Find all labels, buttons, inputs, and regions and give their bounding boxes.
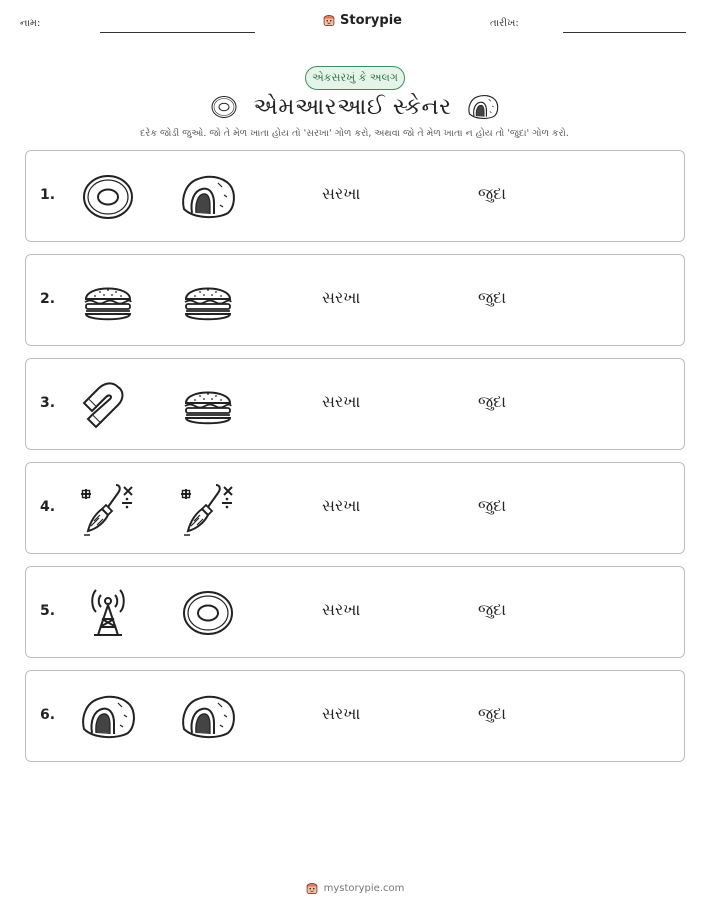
question-row — [25, 358, 685, 450]
date-label: તારીખ: — [490, 18, 519, 29]
same-option[interactable]: સરખા — [322, 288, 361, 307]
rock-tunnel-icon — [466, 90, 500, 124]
different-option[interactable]: જુદા — [478, 704, 507, 723]
brand-logo — [322, 12, 402, 28]
name-label: નામ: — [20, 18, 41, 29]
footer — [0, 880, 709, 896]
question-number: 6. — [40, 707, 56, 723]
same-option[interactable]: સરખા — [322, 392, 361, 411]
same-option[interactable]: સરખા — [322, 184, 361, 203]
different-option[interactable]: જુદા — [478, 392, 507, 411]
different-option[interactable]: જુદા — [478, 496, 507, 515]
radio-tower-icon — [78, 583, 138, 643]
question-number: 1. — [40, 187, 56, 203]
donut-icon — [78, 167, 138, 227]
footer-url[interactable]: mystorypie.com — [323, 882, 405, 894]
question-number: 3. — [40, 395, 56, 411]
storypie-logo-icon — [305, 880, 319, 896]
rock-tunnel-icon — [178, 167, 238, 227]
question-row — [25, 566, 685, 658]
donut-icon — [178, 583, 238, 643]
magnet-icon — [78, 375, 138, 435]
same-option[interactable]: સરખા — [322, 600, 361, 619]
question-row — [25, 670, 685, 762]
rock-tunnel-icon — [178, 687, 238, 747]
same-option[interactable]: સરખા — [322, 496, 361, 515]
burger-icon — [178, 271, 238, 331]
math-brush-icon — [178, 479, 238, 539]
burger-icon — [78, 271, 138, 331]
brand-name: Storypie — [340, 12, 402, 28]
different-option[interactable]: જુદા — [478, 600, 507, 619]
question-row — [25, 462, 685, 554]
question-row — [25, 150, 685, 242]
page-title: એમઆરઆઈ સ્કેનર — [253, 94, 452, 120]
burger-icon — [178, 375, 238, 435]
category-badge: એકસરખું કે અલગ — [305, 66, 405, 90]
different-option[interactable]: જુદા — [478, 184, 507, 203]
question-number: 4. — [40, 499, 56, 515]
same-option[interactable]: સરખા — [322, 704, 361, 723]
title-row — [0, 90, 709, 124]
rock-tunnel-icon — [78, 687, 138, 747]
question-number: 5. — [40, 603, 56, 619]
different-option[interactable]: જુદા — [478, 288, 507, 307]
question-number: 2. — [40, 291, 56, 307]
name-line[interactable] — [100, 32, 255, 33]
donut-icon — [209, 92, 239, 122]
math-brush-icon — [78, 479, 138, 539]
date-line[interactable] — [563, 32, 686, 33]
question-row — [25, 254, 685, 346]
instructions: દરેક જોડી જુઓ. જો તે મેળ ખાતા હોય તો 'સરખા' ગોળ કરો, અથવા જો તે મેળ ખાતા ન હોય તો 'જુદા' ગોળ કરો. — [140, 128, 569, 139]
storypie-logo-icon — [322, 12, 336, 28]
